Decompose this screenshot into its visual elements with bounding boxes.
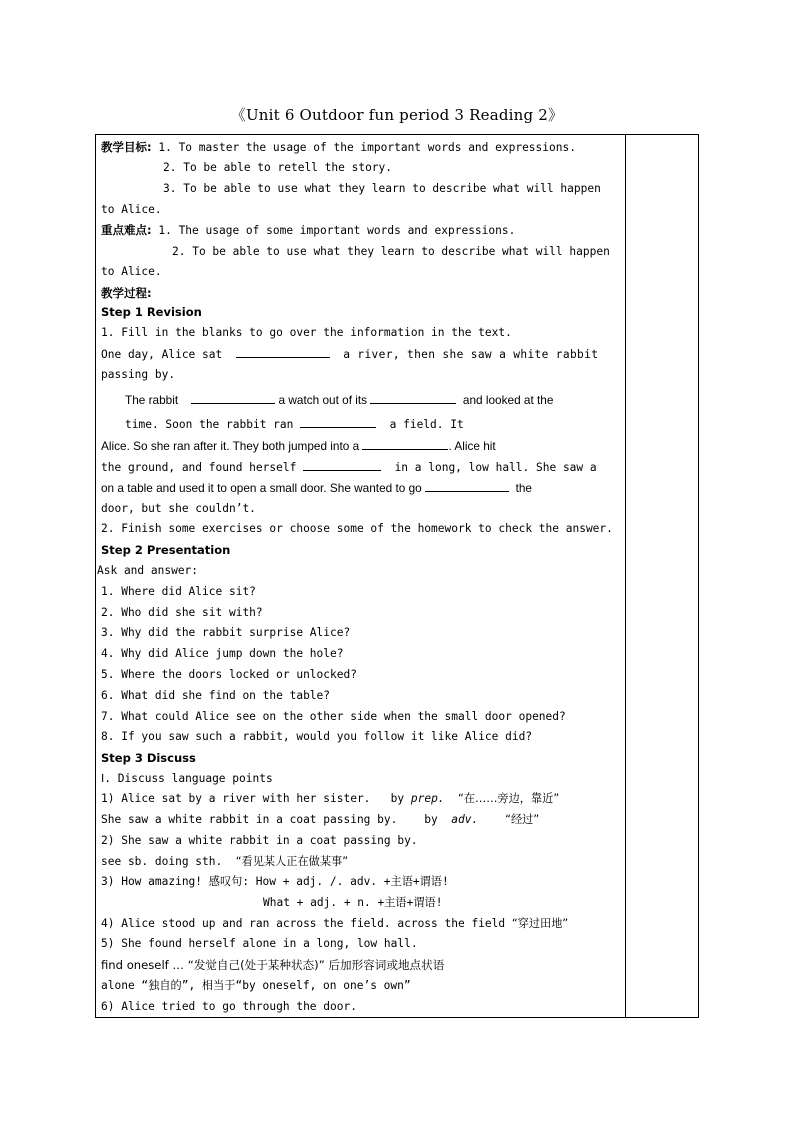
question-item: 2. Who did she sit with? [101,606,263,619]
objectives-label: 教学目标: [101,140,152,154]
table-column-divider [625,134,626,1018]
step2-intro: Ask and answer: [97,564,199,577]
keypoints-line-1: 重点难点: 1. The usage of some important words and expressions. [101,223,516,237]
language-point-2b: see sb. doing sth. “看见某人正在做某事” [101,855,349,868]
step2-heading: Step 2 Presentation [101,543,231,557]
step3-subheading: Ⅰ. Discuss language points [101,772,273,785]
step1-para-line-5: Alice. So she ran after it. They both jumped into a . Alice hit [101,439,496,453]
language-point-1: 1) Alice sat by a river with her sister. by prep. “在……旁边，靠近” [101,792,560,805]
keypoints-label: 重点难点: [101,223,152,237]
language-point-4: 4) Alice stood up and ran across the field. across the field “穿过田地” [101,917,569,930]
objectives-line-2: 2. To be able to retell the story. [163,161,393,174]
language-point-5c: alone “独自的”, 相当于“by oneself, on one’s own” [101,979,411,992]
step3-heading: Step 3 Discuss [101,751,196,765]
question-item: 4. Why did Alice jump down the hole? [101,647,344,660]
fill-blank[interactable] [425,481,509,492]
objectives-line-4: to Alice. [101,203,162,216]
objectives-line-3: 3. To be able to use what they learn to describe what will happen [163,182,601,195]
fill-blank[interactable] [370,393,456,404]
language-point-3: 3) How amazing! 感叹句: How + adj. /. adv. +主语+谓语! [101,875,449,888]
step1-para-line-7: on a table and used it to open a small door. She wanted to go the [101,481,532,495]
fill-blank[interactable] [236,347,330,358]
step1-heading: Step 1 Revision [101,305,202,319]
question-item: 7. What could Alice see on the other side when the small door opened? [101,710,566,723]
question-item: 5. Where the doors locked or unlocked? [101,668,357,681]
language-point-5b: find oneself … “发觉自己(处于某种状态)” 后加形容词或地点状语 [101,958,445,972]
language-point-1b: She saw a white rabbit in a coat passing by. by adv. “经过” [101,813,540,826]
language-point-3b: What + adj. + n. +主语+谓语! [263,896,443,909]
question-item: 6. What did she find on the table? [101,689,331,702]
document-title: 《Unit 6 Outdoor fun period 3 Reading 2》 [230,106,564,124]
step1-para-line-3: The rabbit a watch out of its and looked at the [125,393,554,407]
keypoints-line-2: 2. To be able to use what they learn to describe what will happen [172,245,610,258]
fill-blank[interactable] [303,460,381,471]
keypoints-line-3: to Alice. [101,265,162,278]
step1-para-line-1: One day, Alice sat a river, then she saw a white rabbit [101,348,599,361]
question-item: 1. Where did Alice sit? [101,585,256,598]
step1-para-line-2: passing by. [101,368,176,381]
step1-para-line-4: time. Soon the rabbit ran a field. It [125,418,464,431]
step1-task-2: 2. Finish some exercises or choose some of the homework to check the answer. [101,522,613,535]
step1-instruction: 1. Fill in the blanks to go over the information in the text. [101,326,512,339]
language-point-5: 5) She found herself alone in a long, low hall. [101,937,418,950]
fill-blank[interactable] [362,439,448,450]
question-item: 8. If you saw such a rabbit, would you follow it like Alice did? [101,730,533,743]
fill-blank[interactable] [300,417,376,428]
objectives-line-1: 教学目标: 1. To master the usage of the important words and expressions. [101,140,576,154]
process-label: 教学过程: [101,286,152,300]
step1-para-line-6: the ground, and found herself in a long, low hall. She saw a [101,461,597,474]
question-item: 3. Why did the rabbit surprise Alice? [101,626,351,639]
language-point-6: 6) Alice tried to go through the door. [101,1000,357,1013]
step1-para-line-8: door, but she couldn’t. [101,502,256,515]
fill-blank[interactable] [191,393,275,404]
language-point-2: 2) She saw a white rabbit in a coat passing by. [101,834,418,847]
